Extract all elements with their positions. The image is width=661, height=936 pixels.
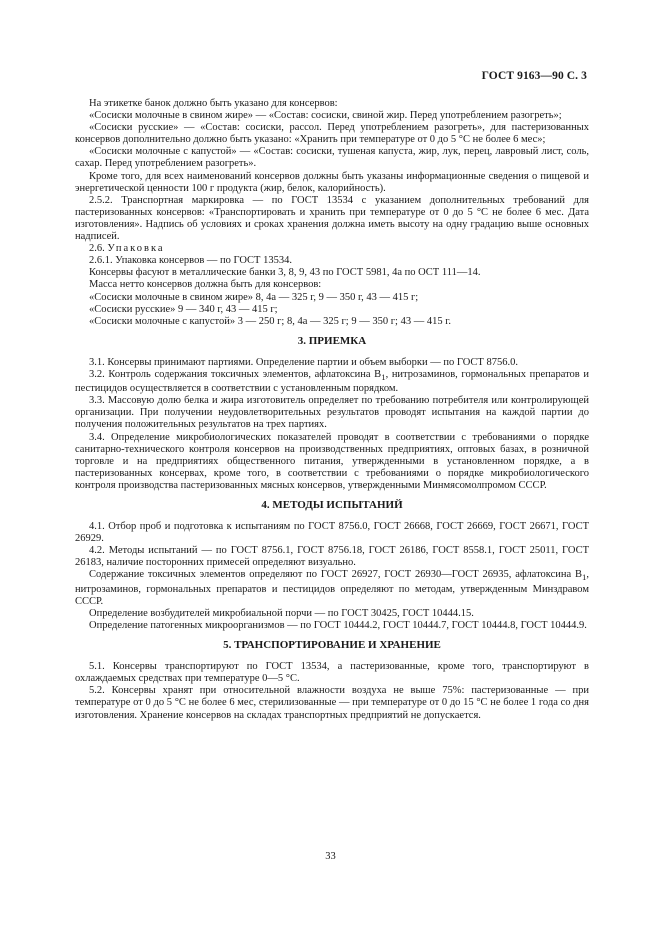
subscript: 1 bbox=[381, 372, 386, 383]
text-fragment: 3.2. Контроль содержания токсичных элементов, афлатоксина В bbox=[89, 368, 382, 380]
paragraph: 4.1. Отбор проб и подготовка к испытаниям по ГОСТ 8756.0, ГОСТ 26668, ГОСТ 26669, ГОСТ 26671, ГОСТ 26929. bbox=[75, 521, 589, 545]
paragraph: «Сосиски молочные с капустой» 3 — 250 г; 8, 4а — 325 г; 9 — 350 г; 43 — 415 г. bbox=[89, 315, 451, 327]
page-number: 33 bbox=[325, 851, 336, 862]
paragraph: 2.5.2. Транспортная маркировка — по ГОСТ 13534 с указанием дополнительных требований для пастеризованных консервов: «Транспортировать и хранить при температуре от 0 до 5 °С не более 6 мес. Дата изготовления». Надпись об условиях и сроках хранения должна иметь высоту на одну градацию выше основных надписей. bbox=[75, 194, 589, 243]
paragraph: «Сосиски молочные с капустой» — «Состав: сосиски, тушеная капуста, жир, лук, перец, лавровый лист, соль, сахар. Перед употреблением разогреть». bbox=[75, 146, 589, 170]
subsection-number: 2.6. bbox=[89, 243, 105, 255]
text-fragment: , нитрозаминов, гормональных препаратов и пестицидов осуществляется в соответствии с установленным порядком. bbox=[75, 368, 589, 395]
section-heading: 4. МЕТОДЫ ИСПЫТАНИЙ bbox=[261, 499, 403, 511]
text-fragment: Содержание токсичных элементов определяют по ГОСТ 26927, ГОСТ 26930—ГОСТ 26935, афлатоксина В bbox=[89, 569, 582, 581]
paragraph: 3.3. Массовую долю белка и жира изготовитель определяет по требованию потребителя или контролирующей организации. При получении неудовлетворительных результатов проводят испытания на каждой партии до получения положительных результатов на трех партиях. bbox=[75, 395, 589, 431]
subscript: 1 bbox=[582, 572, 587, 583]
paragraph: 3.4. Определение микробиологических показателей проводят в соответствии с требованиями о порядке санитарно-технического контроля консервов на производственных предприятиях, оптовых базах, в розничной торговле и на предприятиях общественного питания, утвержденными в установленном порядке, а в пастеризованных консервах, кроме того, в соответствии с требованиями о порядке микробиологического контроля производства пастеризованных мясных консервов, утвержденными Минмясомолпромом СССР. bbox=[75, 431, 589, 491]
paragraph: Консервы фасуют в металлические банки 3, 8, 9, 43 по ГОСТ 5981, 4а по ОСТ 111—14. bbox=[89, 267, 481, 279]
text-fragment: , нитрозаминов, гормональных препаратов и пестицидов определяют по методам, утвержденным Минздравом СССР. bbox=[75, 569, 589, 607]
paragraph: 5.2. Консервы хранят при относительной влажности воздуха не выше 75%: пастеризованные — при температуре от 0 до 5 °С не более 6 мес, стерилизованные — при температуре от 0 до 15 °С не более 1 года со дня изготовления. Хранение консервов на складах транспортных предприятий не допускается. bbox=[75, 685, 589, 721]
subsection-heading bbox=[75, 243, 589, 255]
section-heading: 3. ПРИЕМКА bbox=[297, 334, 367, 347]
paragraph: «Сосиски русские» 9 — 340 г, 43 — 415 г; bbox=[89, 303, 278, 315]
paragraph: Определение патогенных микроорганизмов — по ГОСТ 10444.2, ГОСТ 10444.7, ГОСТ 10444.8, ГОСТ 10444.9. bbox=[89, 619, 587, 631]
paragraph: 5.1. Консервы транспортируют по ГОСТ 13534, а пастеризованные, кроме того, транспортируют в охлаждаемых средствах при температуре 0—5 °С. bbox=[75, 661, 589, 685]
paragraph: Масса нетто консервов должна быть для консервов: bbox=[89, 279, 322, 291]
subsection-title: Упаковка bbox=[107, 243, 165, 255]
paragraph: «Сосиски молочные в свином жире» 8, 4а — 325 г, 9 — 350 г, 43 — 415 г; bbox=[89, 291, 419, 303]
paragraph: 2.6.1. Упаковка консервов — по ГОСТ 13534. bbox=[89, 255, 292, 267]
paragraph bbox=[75, 369, 589, 395]
paragraph: «Сосиски русские» — «Состав: сосиски, рассол. Перед употреблением разогреть», для пастеризованных консервов дополнительно должно быть указано: «Хранить при температуре от 0 до 5 °С не более 6 мес»; bbox=[75, 122, 589, 146]
paragraph: 3.1. Консервы принимают партиями. Определение партии и объем выборки — по ГОСТ 8756.0. bbox=[89, 356, 518, 368]
document-body bbox=[75, 98, 589, 722]
paragraph: «Сосиски молочные в свином жире» — «Состав: сосиски, свиной жир. Перед употреблением разогреть»; bbox=[89, 110, 562, 122]
paragraph: Определение возбудителей микробиальной порчи — по ГОСТ 30425, ГОСТ 10444.15. bbox=[89, 607, 474, 619]
section-heading: 5. ТРАНСПОРТИРОВАНИЕ И ХРАНЕНИЕ bbox=[223, 639, 441, 652]
paragraph: На этикетке банок должно быть указано для консервов: bbox=[89, 98, 338, 109]
paragraph bbox=[75, 569, 589, 607]
paragraph: Кроме того, для всех наименований консервов должны быть указаны информационные сведения о пищевой и энергетической ценности 100 г продукта (жир, белок, калорийность). bbox=[75, 170, 589, 194]
page-header: ГОСТ 9163—90 С. 3 bbox=[481, 70, 587, 82]
paragraph: 4.2. Методы испытаний — по ГОСТ 8756.1, ГОСТ 8756.18, ГОСТ 26186, ГОСТ 8558.1, ГОСТ 25011, ГОСТ 26183, наличие посторонних примесей определяют визуально. bbox=[75, 545, 589, 569]
